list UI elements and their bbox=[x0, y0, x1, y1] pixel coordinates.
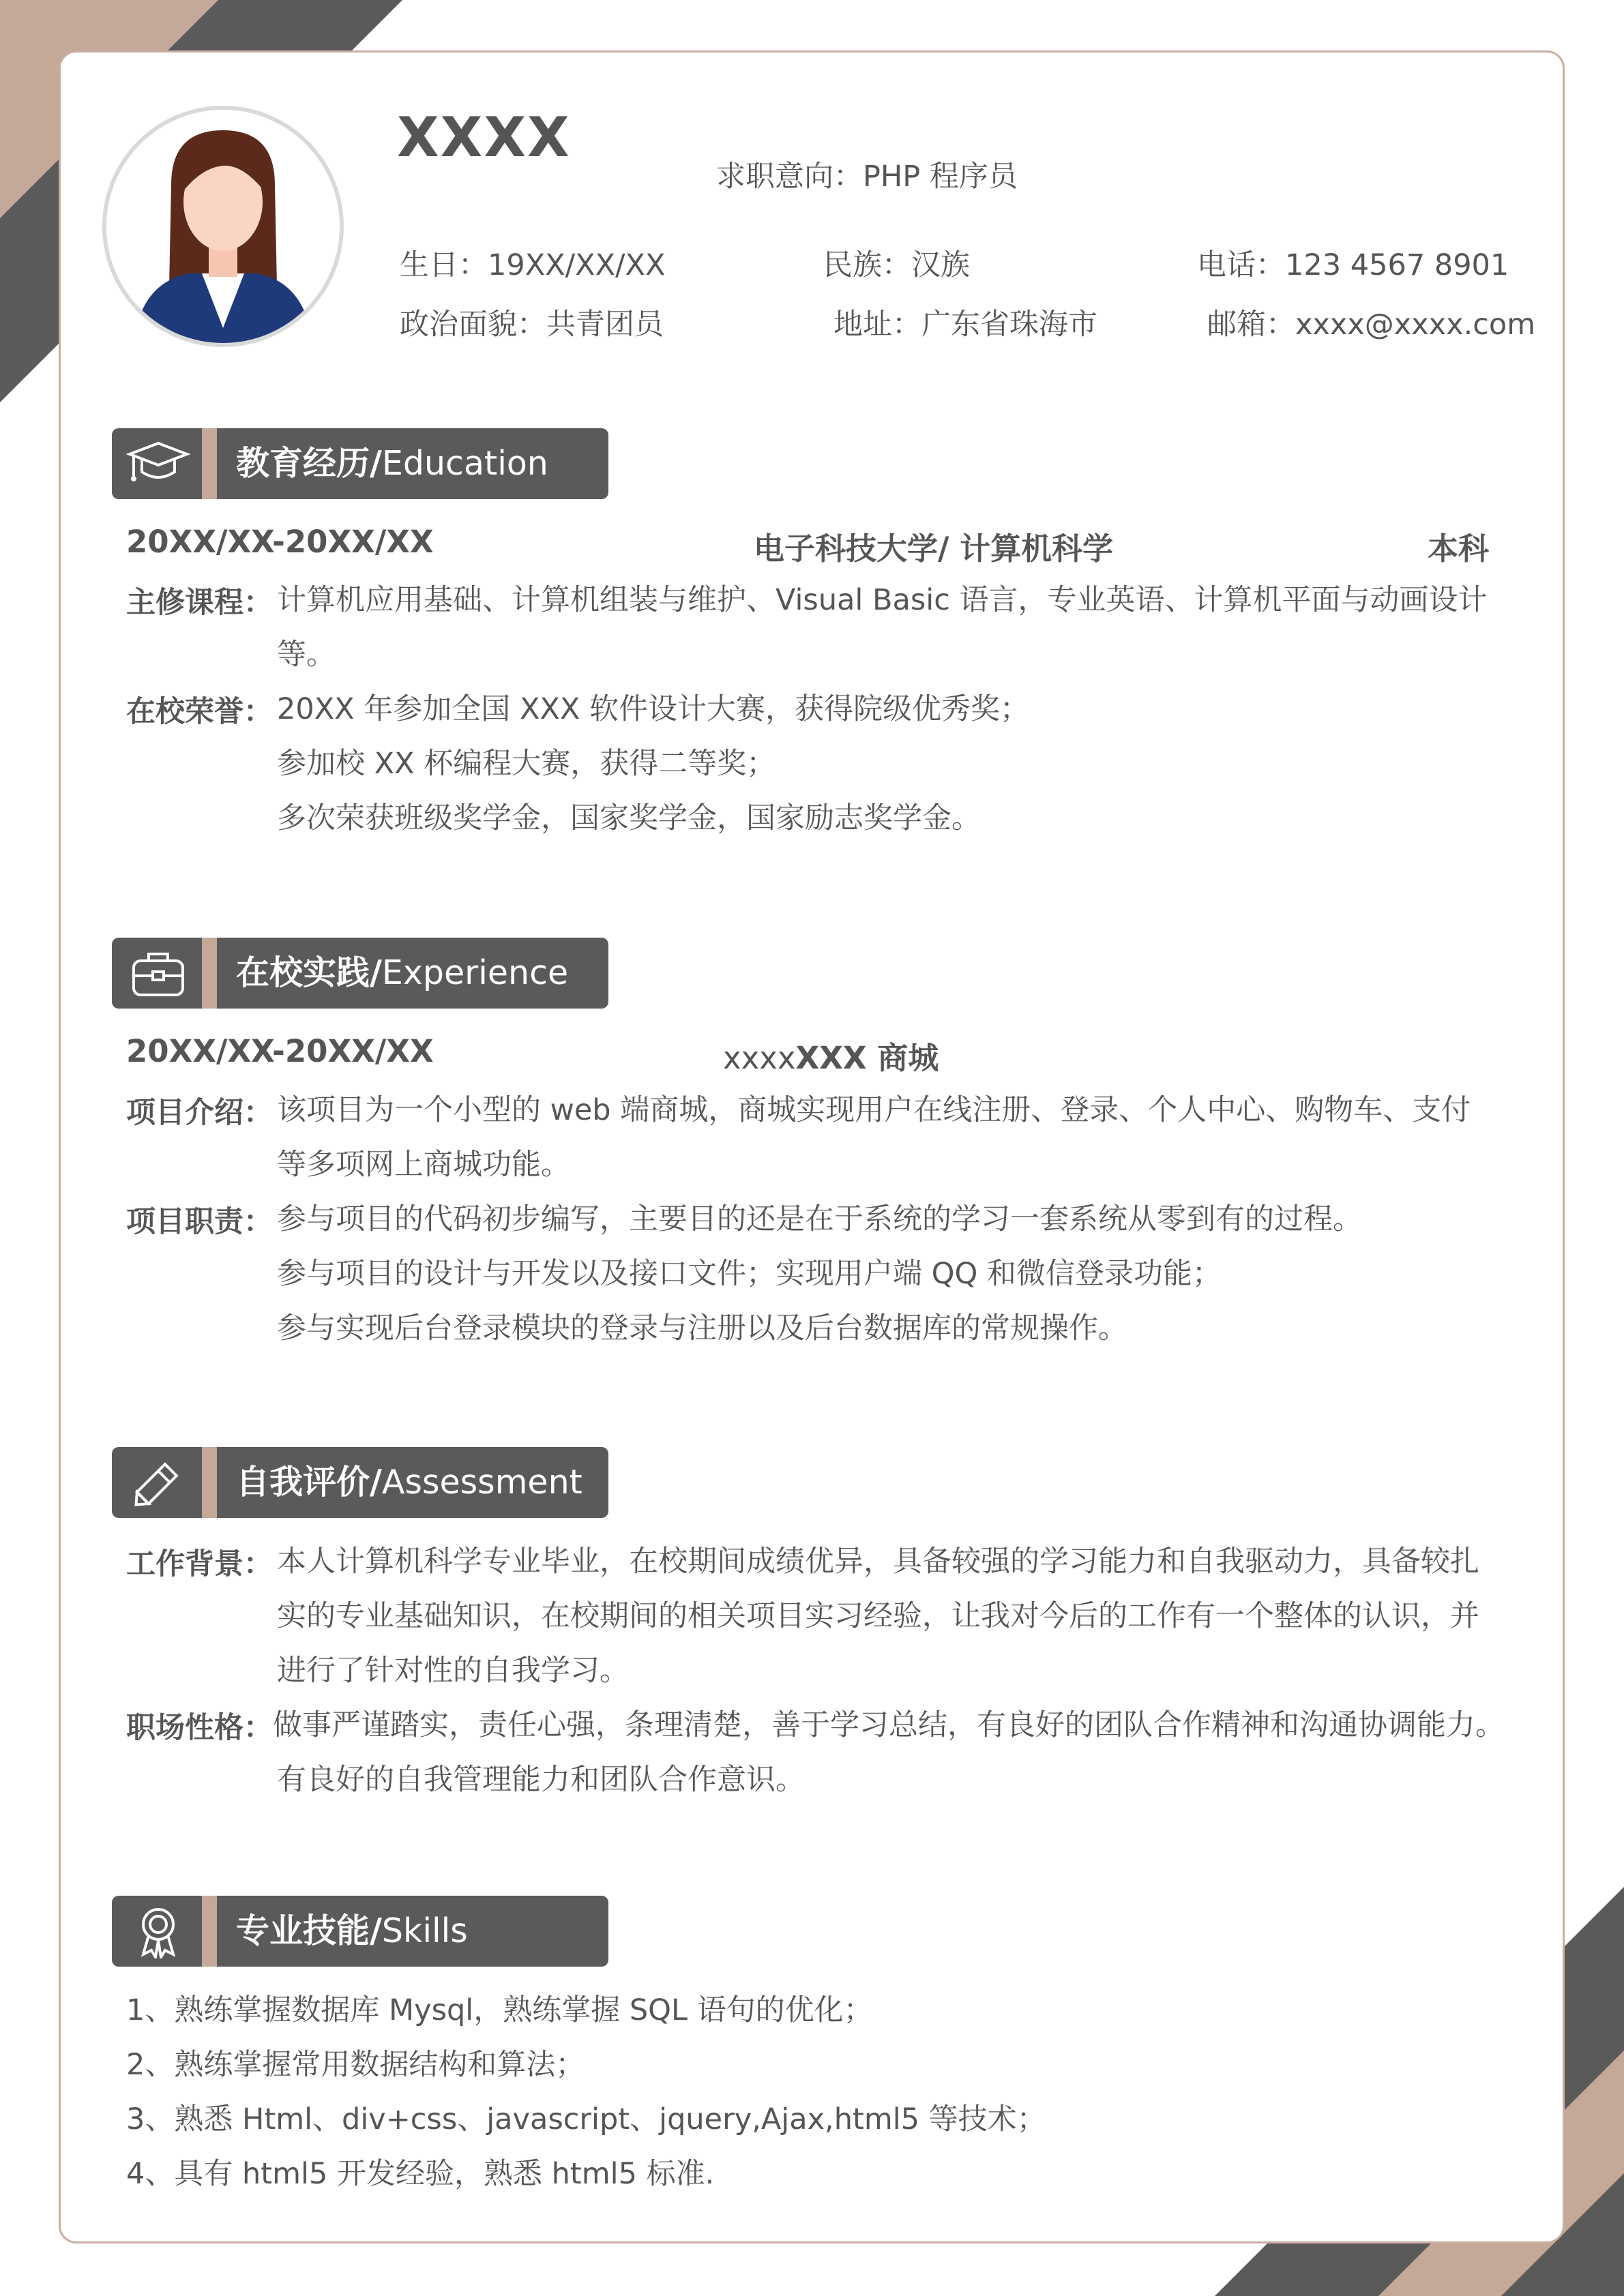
section-accent bbox=[202, 1447, 217, 1518]
section-title-cn: 教育经历/ bbox=[236, 444, 382, 483]
honors-line: 多次荣获班级奖学金，国家奖学金，国家励志奖学金。 bbox=[277, 801, 981, 835]
section-header-assessment bbox=[112, 1447, 608, 1518]
experience-period: 20XX/XX-20XX/XX bbox=[126, 1033, 434, 1069]
intro-line: 等多项网上商城功能。 bbox=[277, 1148, 570, 1182]
email: 邮箱：xxxx@xxxx.com bbox=[1207, 308, 1536, 342]
courses-line: 等。 bbox=[277, 638, 336, 672]
section-header-experience bbox=[112, 938, 608, 1009]
duty-line: 参与项目的设计与开发以及接口文件；实现用户端 QQ 和微信登录功能； bbox=[277, 1257, 1222, 1291]
personality-line: 做事严谨踏实，责任心强，条理清楚，善于学习总结，有良好的团队合作精神和沟通协调能力。 bbox=[273, 1708, 1505, 1742]
education-degree: 本科 bbox=[1428, 531, 1490, 567]
skill-item: 1、熟练掌握数据库 Mysql，熟练掌握 SQL 语句的优化； bbox=[126, 1993, 873, 2027]
intro-label: 项目介绍： bbox=[126, 1096, 273, 1130]
background-line: 本人计算机科学专业毕业，在校期间成绩优异，具备较强的学习能力和自我驱动力，具备较扎 bbox=[277, 1545, 1479, 1579]
section-title-cn: 专业技能/ bbox=[236, 1911, 382, 1950]
section-accent bbox=[202, 428, 217, 499]
courses-label: 主修课程： bbox=[126, 586, 273, 620]
section-header-education bbox=[112, 428, 608, 499]
courses-line: 计算机应用基础、计算机组装与维护、Visual Basic 语言，专业英语、计算机平面与动画设计 bbox=[277, 583, 1488, 617]
section-title-en: Skills bbox=[381, 1911, 468, 1950]
education-school: 电子科技大学/ 计算机科学 bbox=[754, 531, 1114, 567]
section-title-en: Education bbox=[381, 444, 548, 483]
skill-item: 4、具有 html5 开发经验，熟悉 html5 标准. bbox=[126, 2157, 715, 2191]
education-period: 20XX/XX-20XX/XX bbox=[126, 524, 434, 560]
candidate-name: XXXX bbox=[397, 106, 571, 169]
duty-line: 参与项目的代码初步编写，主要目的还是在于系统的学习一套系统从零到有的过程。 bbox=[277, 1202, 1362, 1236]
personality-label: 职场性格： bbox=[126, 1711, 273, 1745]
project-name: XXX 商城 bbox=[795, 1040, 939, 1076]
personality-line: 有良好的自我管理能力和团队合作意识。 bbox=[277, 1763, 805, 1797]
political-status: 政治面貌：共青团员 bbox=[400, 308, 664, 342]
section-title-en: Experience bbox=[381, 953, 569, 992]
section-header-skills bbox=[112, 1896, 608, 1967]
section-title-cn: 在校实践/ bbox=[236, 953, 382, 992]
honors-line: 参加校 XX 杯编程大赛，获得二等奖； bbox=[277, 747, 776, 781]
ethnicity: 民族：汉族 bbox=[823, 248, 970, 282]
duty-label: 项目职责： bbox=[126, 1205, 273, 1239]
section-title-en: Assessment bbox=[381, 1463, 582, 1502]
job-intention: 求职意向：PHP 程序员 bbox=[716, 160, 1018, 194]
phone: 电话：123 4567 8901 bbox=[1197, 248, 1509, 282]
section-accent bbox=[202, 1896, 217, 1967]
intro-line: 该项目为一个小型的 web 端商城，商城实现用户在线注册、登录、个人中心、购物车、支付 bbox=[277, 1093, 1471, 1127]
skill-item: 2、熟练掌握常用数据结构和算法； bbox=[126, 2048, 585, 2082]
avatar-illustration bbox=[106, 110, 340, 343]
birthday: 生日：19XX/XX/XX bbox=[400, 248, 666, 282]
experience-project bbox=[723, 1033, 939, 1077]
briefcase-icon bbox=[124, 946, 192, 1000]
award-medal-icon bbox=[124, 1904, 192, 1958]
avatar bbox=[102, 106, 344, 347]
background-label: 工作背景： bbox=[126, 1547, 273, 1581]
section-accent bbox=[202, 938, 217, 1009]
honors-label: 在校荣誉： bbox=[126, 695, 273, 729]
background-line: 进行了针对性的自我学习。 bbox=[277, 1654, 629, 1688]
duty-line: 参与实现后台登录模块的登录与注册以及后台数据库的常规操作。 bbox=[277, 1311, 1127, 1345]
graduation-cap-icon bbox=[124, 436, 192, 491]
section-title-cn: 自我评价/ bbox=[236, 1463, 382, 1502]
skill-item: 3、熟悉 Html、div+css、javascript、jquery,Ajax,html5 等技术； bbox=[126, 2102, 1046, 2136]
address: 地址：广东省珠海市 bbox=[833, 308, 1097, 342]
project-prefix: xxxx bbox=[723, 1040, 796, 1076]
pencil-icon bbox=[124, 1455, 192, 1510]
honors-line: 20XX 年参加全国 XXX 软件设计大赛，获得院级优秀奖； bbox=[277, 692, 1030, 726]
background-line: 实的专业基础知识，在校期间的相关项目实习经验，让我对今后的工作有一个整体的认识，并 bbox=[277, 1599, 1479, 1633]
